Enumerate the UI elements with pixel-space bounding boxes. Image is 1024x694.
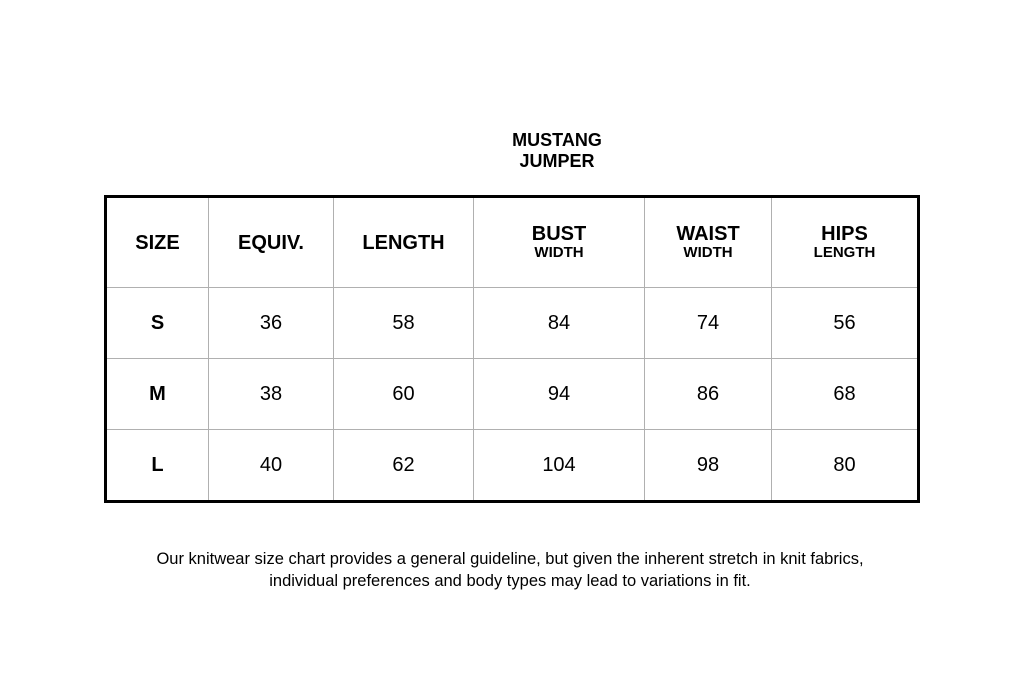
length-cell: 60 [334,359,474,430]
hips-cell: 68 [772,359,919,430]
table-row [106,430,919,502]
header-bust: BUST WIDTH [474,197,645,288]
waist-cell: 86 [645,359,772,430]
header-length: LENGTH [334,197,474,288]
table-row [106,359,919,430]
bust-cell: 84 [474,288,645,359]
fit-disclaimer [0,548,1020,592]
header-hips: HIPS LENGTH [772,197,919,288]
hips-cell: 80 [772,430,919,502]
equiv-cell: 40 [209,430,334,502]
header-size: SIZE [106,197,209,288]
header-bust-sub: WIDTH [534,243,584,261]
equiv-cell: 38 [209,359,334,430]
bust-cell: 104 [474,430,645,502]
product-title-line1: MUSTANG [512,130,602,150]
header-equiv: EQUIV. [209,197,334,288]
fit-disclaimer-line2: individual preferences and body types may lead to variations in fit. [269,572,751,590]
hips-cell: 56 [772,288,919,359]
header-waist: WAIST WIDTH [645,197,772,288]
equiv-cell: 36 [209,288,334,359]
length-cell: 62 [334,430,474,502]
size-cell: M [106,359,209,430]
fit-disclaimer-line1: Our knitwear size chart provides a general guideline, but given the inherent stretch in knit fabrics, [156,550,864,568]
header-hips-sub: LENGTH [813,243,876,261]
size-chart-table [104,195,920,503]
product-title [0,130,1024,172]
length-cell: 58 [334,288,474,359]
header-waist-sub: WIDTH [683,243,733,261]
size-cell: S [106,288,209,359]
waist-cell: 74 [645,288,772,359]
product-title-line2: JUMPER [519,151,595,171]
table-row [106,288,919,359]
table-header-row [106,197,919,288]
bust-cell: 94 [474,359,645,430]
size-cell: L [106,430,209,502]
waist-cell: 98 [645,430,772,502]
